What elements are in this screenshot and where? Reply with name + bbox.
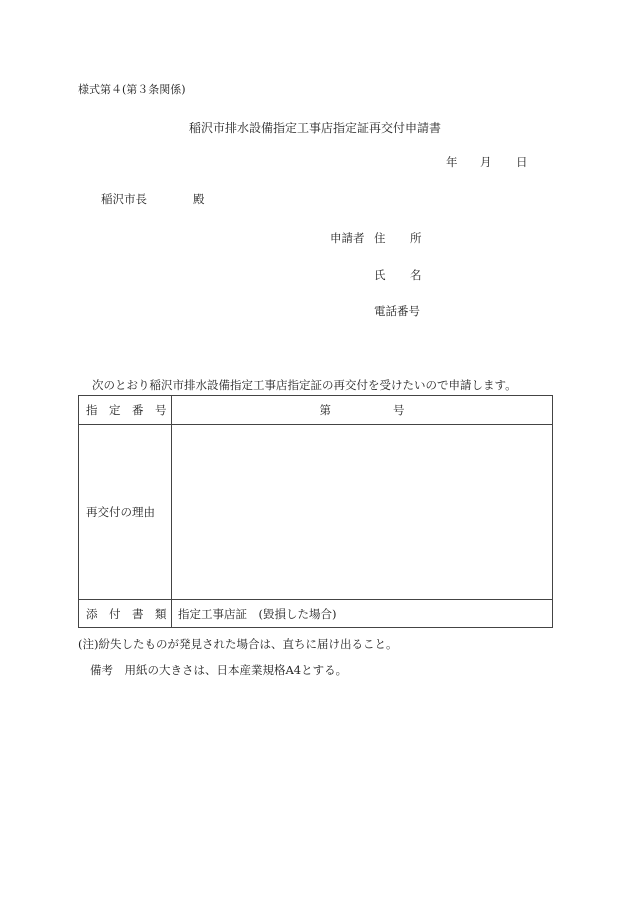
applicant-label: 申請者	[330, 231, 365, 245]
attachments-value: 指定工事店証 (毀損した場合)	[172, 600, 553, 628]
date-year-label: 年	[446, 155, 458, 169]
address-label-part1: 住	[374, 231, 386, 245]
remark: 備考 用紙の大きさは、日本産業規格A4とする。	[90, 663, 348, 677]
form-number: 様式第４(第３条関係)	[78, 83, 186, 96]
designation-number-label: 指 定 番 号	[79, 396, 172, 425]
table-row	[79, 425, 553, 600]
document-title: 稲沢市排水設備指定工事店指定証再交付申請書	[188, 121, 441, 135]
address-label-part2: 所	[410, 231, 422, 245]
intro-text: 次のとおり稲沢市排水設備指定工事店指定証の再交付を受けたいので申請します。	[92, 378, 517, 392]
table-row	[79, 396, 553, 425]
number-suffix: 号	[393, 403, 405, 417]
addressee-name: 稲沢市長	[101, 192, 147, 206]
footnote: (注)紛失したものが発見された場合は、直ちに届け出ること。	[78, 637, 398, 651]
reissue-reason-field[interactable]	[172, 425, 553, 600]
attachments-label: 添 付 書 類	[79, 600, 172, 628]
designation-number-field[interactable]	[172, 396, 553, 425]
name-label-part2: 名	[410, 268, 422, 282]
number-prefix: 第	[319, 403, 331, 417]
date-month-label: 月	[480, 155, 492, 169]
date-day-label: 日	[516, 155, 528, 169]
name-label-part1: 氏	[374, 268, 386, 282]
reissue-reason-label: 再交付の理由	[79, 425, 172, 600]
addressee-honorific: 殿	[193, 192, 205, 206]
application-table	[78, 395, 553, 628]
table-row	[79, 600, 553, 628]
phone-label: 電話番号	[374, 304, 420, 318]
